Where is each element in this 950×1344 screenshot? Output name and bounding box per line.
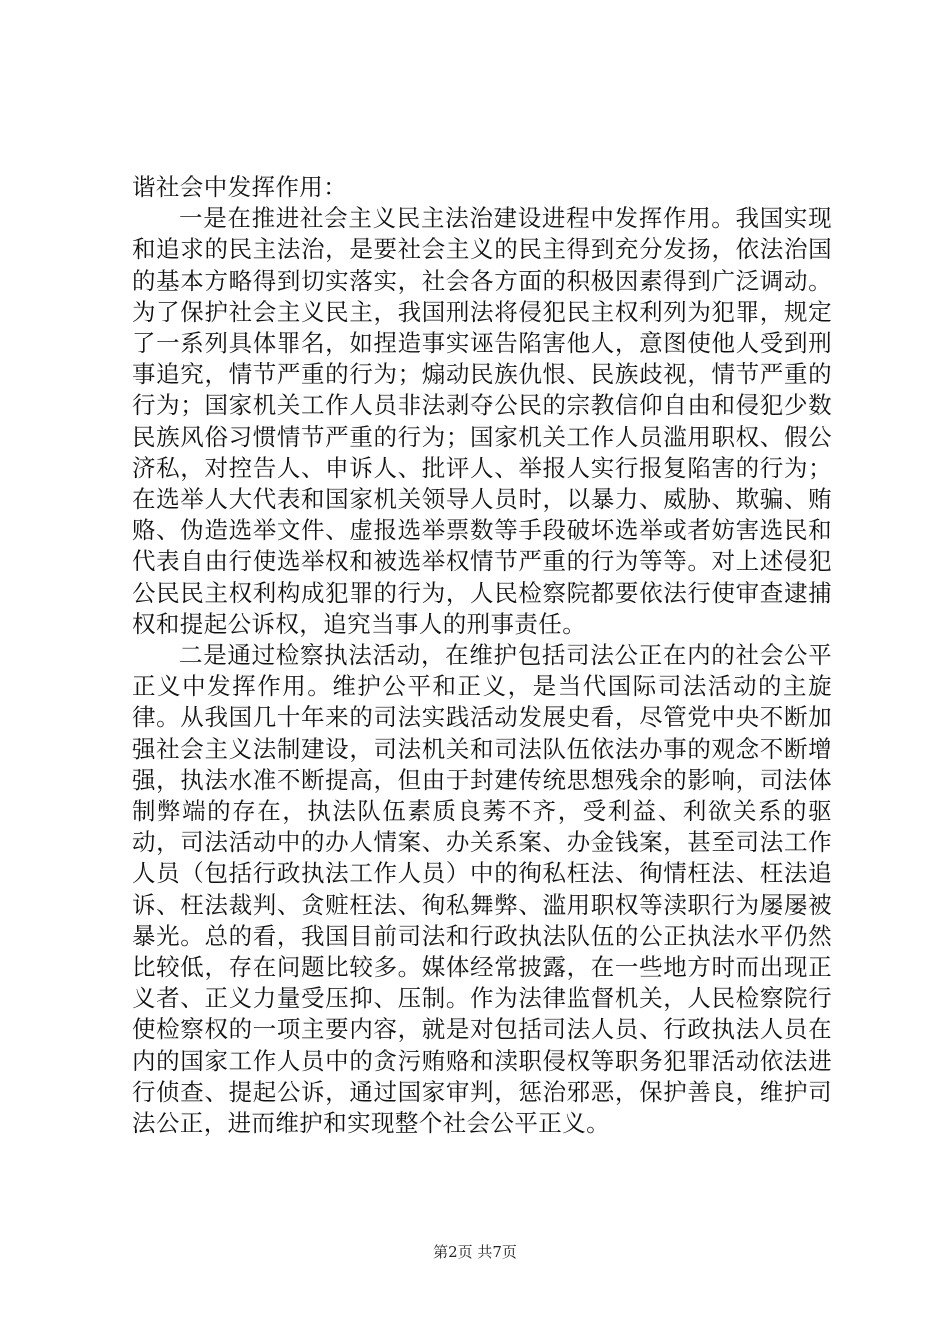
paragraph-democracy-rule-of-law: 一是在推进社会主义民主法治建设进程中发挥作用。我国实现和追求的民主法治，是要社会主义的民主得到充分发扬，依法治国的基本方略得到切实落实，社会各方面的积极因素得到广泛调动。为了保护社会主义民主，我国刑法将侵犯民主权利列为犯罪，规定了一系列具体罪名，如捏造事实诬告陷害他人，意图使他人受到刑事追究，情节严重的行为；煽动民族仇恨、民族歧视，情节严重的行为；国家机关工作人员非法剥夺公民的宗教信仰自由和侵犯少数民族风俗习惯情节严重的行为；国家机关工作人员滥用职权、假公济私，对控告人、申诉人、批评人、举报人实行报复陷害的行为；在选举人大代表和国家机关领导人员时，以暴力、威胁、欺骗、贿赂、伪造选举文件、虚报选举票数等手段破坏选举或者妨害选民和代表自由行使选举权和被选举权情节严重的行为等等。对上述侵犯公民民主权利构成犯罪的行为，人民检察院都要依法行使审查逮捕权和提起公诉权，追究当事人的刑事责任。 <box>132 204 832 638</box>
paragraph-social-justice: 二是通过检察执法活动，在维护包括司法公正在内的社会公平正义中发挥作用。维护公平和正义，是当代国际司法活动的主旋律。从我国几十年来的司法实践活动发展史看，尽管党中央不断加强社会主义法制建设，司法机关和司法队伍依法办事的观念不断增强，执法水准不断提高，但由于封建传统思想残余的影响，司法体制弊端的存在，执法队伍素质良莠不齐，受利益、利欲关系的驱动，司法活动中的办人情案、办关系案、办金钱案，甚至司法工作人员（包括行政执法工作人员）中的徇私枉法、徇情枉法、枉法追诉、枉法裁判、贪赃枉法、徇私舞弊、滥用职权等渎职行为屡屡被暴光。总的看，我国目前司法和行政执法队伍的公正执法水平仍然比较低，存在问题比较多。媒体经常披露，在一些地方时而出现正义者、正义力量受压抑、压制。作为法律监督机关，人民检察院行使检察权的一项主要内容，就是对包括司法人员、行政执法人员在内的国家工作人员中的贪污贿赂和渎职侵权等职务犯罪活动依法进行侦查、提起公诉，通过国家审判，惩治邪恶，保护善良，维护司法公正，进而维护和实现整个社会公平正义。 <box>132 641 832 1138</box>
document-body <box>132 172 832 1139</box>
paragraph-continuation: 谐社会中发挥作用： <box>132 173 348 201</box>
page-footer: 第2页 共7页 <box>433 1243 517 1261</box>
